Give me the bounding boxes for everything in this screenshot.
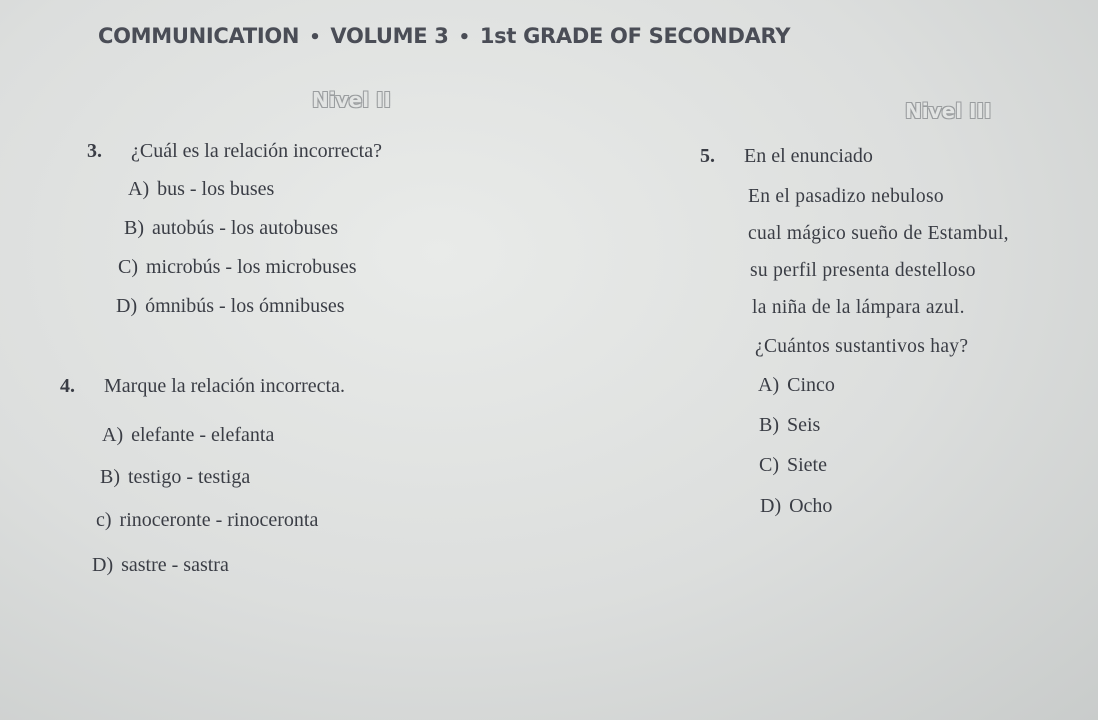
option-letter: D) xyxy=(760,495,782,517)
option-letter: B) xyxy=(124,217,144,239)
q4-option-c[interactable] xyxy=(96,509,318,532)
q3-option-b[interactable] xyxy=(124,217,338,240)
q4-option-d[interactable] xyxy=(92,554,229,577)
option-text: bus - los buses xyxy=(157,178,275,200)
option-letter: B) xyxy=(759,414,779,436)
q5-option-b[interactable] xyxy=(759,414,820,437)
question-text: Marque la relación incorrecta. xyxy=(104,375,345,397)
header-separator: • xyxy=(458,27,470,48)
q3-option-d[interactable] xyxy=(116,295,345,318)
question-text: En el enunciado xyxy=(744,145,873,167)
option-letter: D) xyxy=(116,295,138,317)
page-header xyxy=(98,24,790,48)
question-number: 5. xyxy=(700,145,715,167)
header-volume: VOLUME 3 xyxy=(330,24,449,48)
option-text: microbús - los microbuses xyxy=(146,256,357,278)
q4-option-a[interactable] xyxy=(102,424,274,447)
option-letter: C) xyxy=(759,454,779,476)
question-4 xyxy=(60,375,345,398)
passage-line: cual mágico sueño de Estambul, xyxy=(748,223,1009,244)
option-text: Cinco xyxy=(787,374,835,396)
sub-question: ¿Cuántos sustantivos hay? xyxy=(755,336,969,357)
passage-line: En el pasadizo nebuloso xyxy=(748,186,944,207)
question-number: 4. xyxy=(60,375,75,397)
passage-line: la niña de la lámpara azul. xyxy=(752,297,965,318)
option-text: rinoceronte - rinoceronta xyxy=(119,509,319,531)
header-separator: • xyxy=(309,27,321,48)
option-letter: D) xyxy=(92,554,114,576)
q5-option-a[interactable] xyxy=(758,374,835,397)
q3-option-a[interactable] xyxy=(128,178,274,201)
passage-line: su perfil presenta destelloso xyxy=(750,260,976,281)
option-text: Siete xyxy=(787,454,827,476)
level-label-left: Nivel II xyxy=(312,88,391,112)
option-text: sastre - sastra xyxy=(121,554,229,576)
header-grade: 1st GRADE OF SECONDARY xyxy=(479,24,791,48)
option-text: autobús - los autobuses xyxy=(152,217,339,239)
question-5 xyxy=(700,145,873,168)
option-text: ómnibús - los ómnibuses xyxy=(145,295,345,317)
question-3 xyxy=(87,140,382,163)
option-letter: c) xyxy=(96,509,112,531)
q3-option-c[interactable] xyxy=(118,256,357,279)
q4-option-b[interactable] xyxy=(100,466,250,489)
q5-option-c[interactable] xyxy=(759,454,827,477)
q5-option-d[interactable] xyxy=(760,495,832,518)
option-letter: C) xyxy=(118,256,138,278)
option-letter: B) xyxy=(100,466,120,488)
level-label-right: Nivel III xyxy=(905,99,992,123)
option-letter: A) xyxy=(102,424,124,446)
option-letter: A) xyxy=(128,178,150,200)
option-letter: A) xyxy=(758,374,780,396)
option-text: Ocho xyxy=(789,495,833,517)
question-number: 3. xyxy=(87,140,102,162)
question-text: ¿Cuál es la relación incorrecta? xyxy=(131,140,382,162)
option-text: Seis xyxy=(787,414,821,436)
option-text: elefante - elefanta xyxy=(131,424,275,446)
option-text: testigo - testiga xyxy=(128,466,251,488)
header-subject: COMMUNICATION xyxy=(98,24,300,48)
